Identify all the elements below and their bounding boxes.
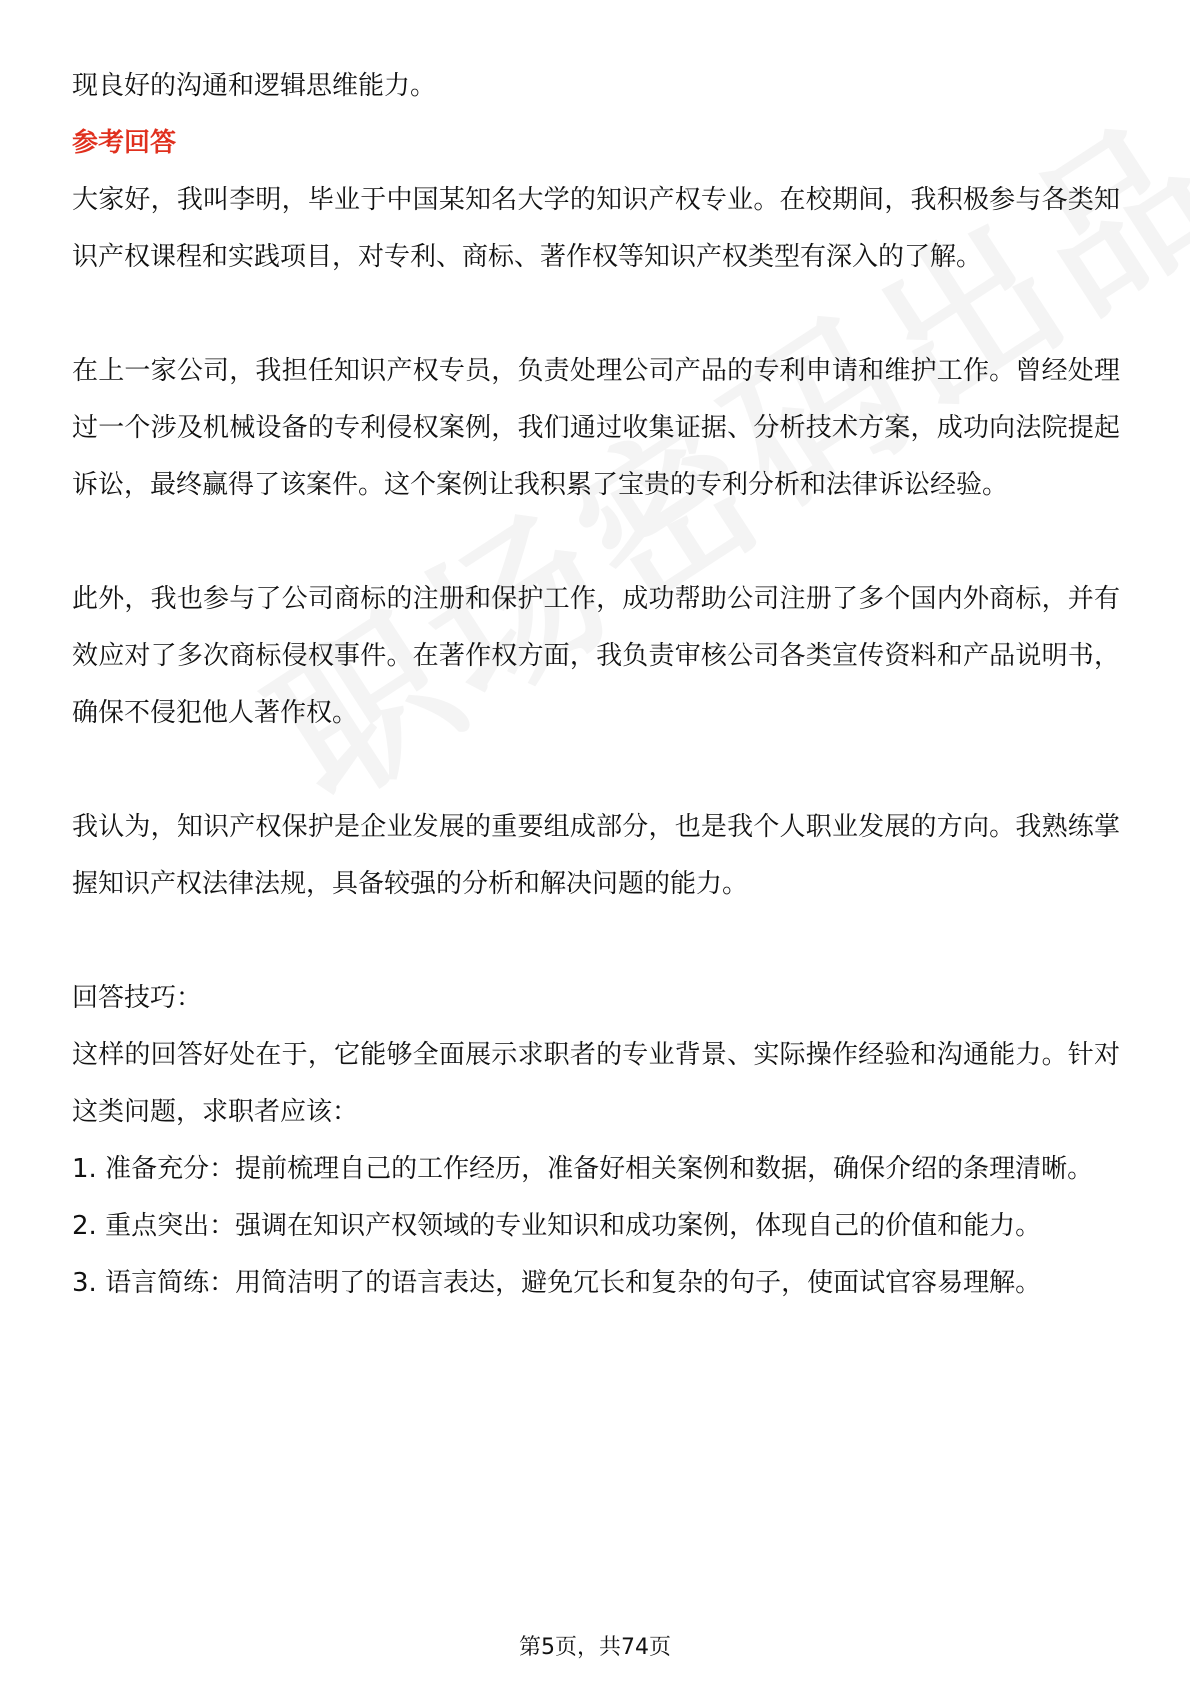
answer-paragraph-2: 在上一家公司，我担任知识产权专员，负责处理公司产品的专利申请和维护工作。曾经处理过一个涉及机械设备的专利侵权案例，我们通过收集证据、分析技术方案，成功向法院提起诉讼，最终赢得了该案件。这个案例让我积累了宝贵的专利分析和法律诉讼经验。 (72, 356, 1120, 500)
paragraph-spacer (72, 286, 1120, 343)
answer-paragraph-4: 我认为，知识产权保护是企业发展的重要组成部分，也是我个人职业发展的方向。我熟练掌握知识产权法律法规，具备较强的分析和解决问题的能力。 (72, 812, 1120, 899)
reference-answer-heading: 参考回答 (72, 128, 177, 158)
paragraph-spacer (72, 742, 1120, 799)
tip-item-3: 3. 语言简练：用简洁明了的语言表达，避免冗长和复杂的句子，使面试官容易理解。 (72, 1268, 1042, 1298)
page-content (72, 58, 1120, 1312)
paragraph-spacer (72, 913, 1120, 970)
paragraph-spacer (72, 514, 1120, 571)
answer-paragraph-1: 大家好，我叫李明，毕业于中国某知名大学的知识产权专业。在校期间，我积极参与各类知识产权课程和实践项目，对专利、商标、著作权等知识产权类型有深入的了解。 (72, 185, 1120, 272)
tips-heading: 回答技巧： (72, 983, 203, 1013)
answer-paragraph-3: 此外，我也参与了公司商标的注册和保护工作，成功帮助公司注册了多个国内外商标，并有效应对了多次商标侵权事件。在著作权方面，我负责审核公司各类宣传资料和产品说明书，确保不侵犯他人著作权。 (72, 584, 1120, 728)
page-number-footer: 第5页，共74页 (519, 1635, 671, 1660)
intro-tail-text: 现良好的沟通和逻辑思维能力。 (72, 71, 437, 101)
tips-intro: 这样的回答好处在于，它能够全面展示求职者的专业背景、实际操作经验和沟通能力。针对这类问题，求职者应该： (72, 1040, 1120, 1127)
tip-item-2: 2. 重点突出：强调在知识产权领域的专业知识和成功案例，体现自己的价值和能力。 (72, 1211, 1042, 1241)
tip-item-1: 1. 准备充分：提前梳理自己的工作经历，准备好相关案例和数据，确保介绍的条理清晰。 (72, 1154, 1094, 1184)
